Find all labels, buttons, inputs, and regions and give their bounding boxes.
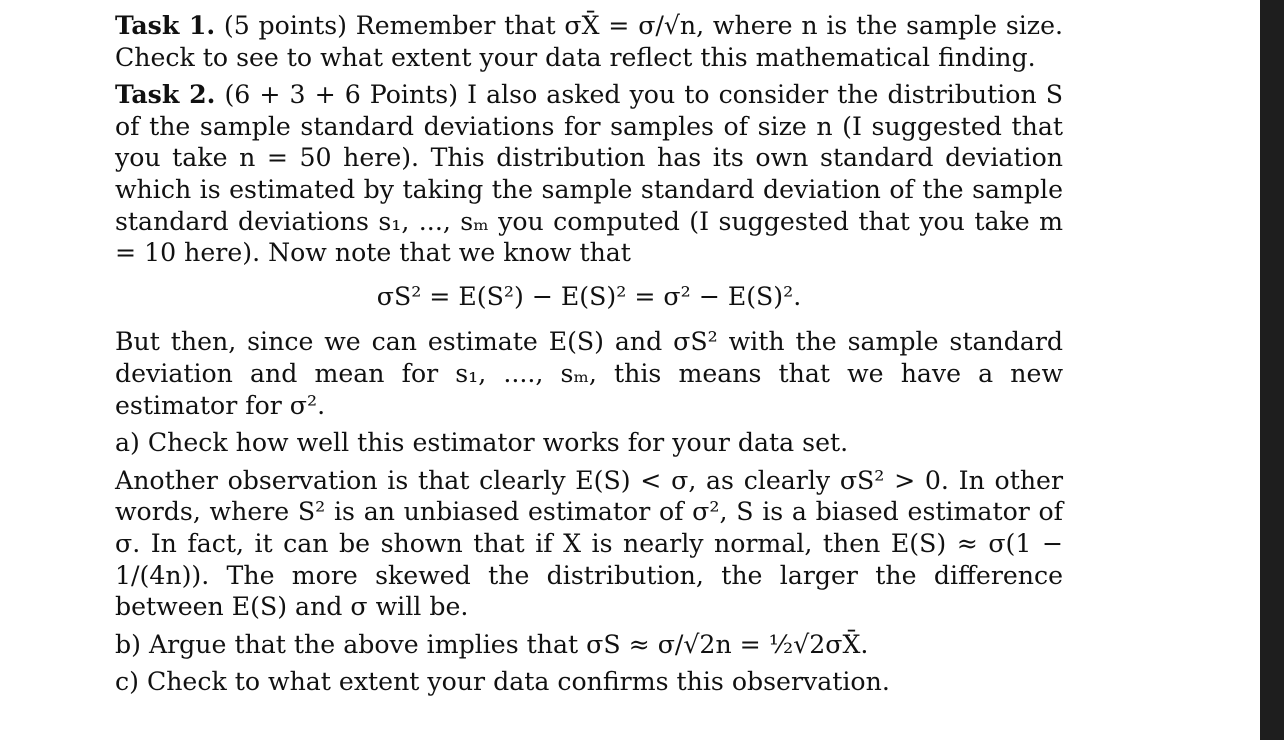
task1-text: (5 points) Remember that σX̄ = σ/√n, where n is the sample size. Check to see to what extent your data reflect this mathematical finding. [115, 11, 1063, 72]
variance-equation: σS² = E(S²) − E(S)² = σ² − E(S)². [376, 281, 802, 311]
task2-heading: Task 2. [115, 79, 216, 110]
task1-paragraph [115, 10, 1063, 73]
task1-heading: Task 1. [115, 10, 216, 40]
document-page [115, 10, 1063, 704]
bias-paragraph: Another observation is that clearly E(S) < σ, as clearly σS² > 0. In other words, where S² is an unbiased estimator of σ², S is a biased estimator of σ. In fact, it can be shown that if X is nearly normal, then E(S) ≈ σ(1 − 1/(4n)). The more skewed the distribution, the larger the difference between E(S) and σ will be. [115, 465, 1063, 622]
estimator-paragraph: But then, since we can estimate E(S) and σS² with the sample standard deviation and mean for s₁, ...., sₘ, this means that we have a new estimator for σ². [115, 327, 1063, 420]
task2-text: (6 + 3 + 6 Points) I also asked you to consider the distribution S of the sample standard deviations for samples of size n (I suggested that you take n = 50 here). This distribution has its own standard deviation which is estimated by taking the sample standard deviation of the sample standard deviations s₁, ..., sₘ you computed (I suggested that you take m = 10 here). Now note that we know that [115, 80, 1063, 268]
item-a: a) Check how well this estimator works for your data set. [115, 428, 849, 458]
item-b: b) Argue that the above implies that σS ≈ σ/√2n = ½√2σX̄. [115, 629, 869, 659]
task2-paragraph [115, 79, 1063, 269]
window-edge-scrollbar[interactable] [1260, 0, 1284, 740]
item-c: c) Check to what extent your data confirms this observation. [115, 667, 890, 697]
